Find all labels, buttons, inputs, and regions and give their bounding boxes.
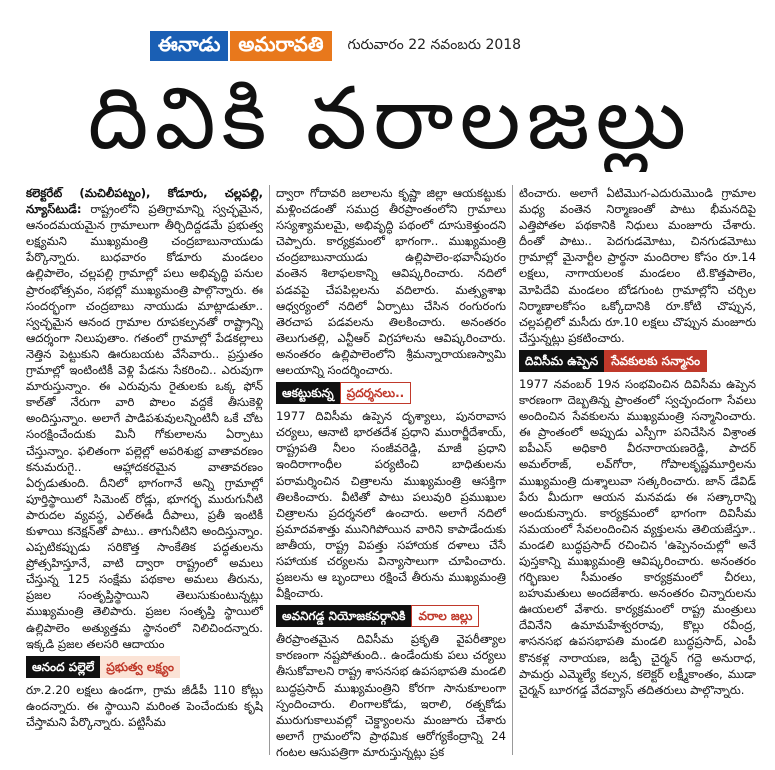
edition-name: అమరావతి [230,31,331,61]
subhead-part-a: ఆనంద పల్లెలే [26,656,100,678]
body-paragraph: 1977 నవంబర్ 19న సంభవించిన దివిసీమ ఉప్పెన కారణంగా దెబ్బతిన్న ప్రాంతంలో స్వచ్ఛందంగా సేవలు అందించిన సేవకులను ముఖ్యమంత్రి సన్మానించారు. ఈ ప్రాంతంలో అప్పుడు ఎస్పీగా పనిచేసిన విశ్రాంత ఐపీఎస్ అధికారి వీరనారాయణరెడ్డి, పాదర్ అమల్‌రాజ్, లవ్‌గోరా, గోపాలకృష్ణమూర్తిలను ముఖ్యమంత్రి దుశ్శాలువా సత్కరించారు. జాన్ డేవిడ్ పేరు మీదుగా ఆయన మనవడు ఈ సత్కారాన్ని అందుకున్నారు. కార్యక్రమంలో భాగంగా దివిసీమ సమయంలో సేవలందించిన వ్యక్తులను తెలియజేస్తూ.. మండలి బుద్ధప్రసాద్ రచించిన 'ఉప్పెనంచుల్లో' అనే పుస్తకాన్ని ముఖ్యమంత్రి ఆవిష్కరించారు. అనంతరం గర్భిణుల సీమంతం కార్యక్రమంలో చీరలు, బహుమతులు అందజేశారు. అనంతరం చిన్నారులను ఊయలలో వేశారు. కార్యక్రమంలో రాష్ట్ర మంత్రులు దేవినేని ఉమామహేశ్వరరావు, కొల్లు రవీంద్ర, శాసనసభ ఉపసభాపతి మండలి బుద్ధప్రసాద్, ఎంపీ కొనకళ్ల నారాయణ, జడ్పీ చైర్మన్ గద్దె అనురాధ, పామర్రు ఎమ్మెల్యే కల్పన, కలెక్టర్ లక్ష్మీకాంతం, ముడా చైర్మన్ బూరగడ్డ వేదవ్యాస్ తదితరులు పాల్గొన్నారు. [519,376,756,697]
subhead-part-b: ప్రదర్శనలు.. [340,382,412,404]
dateline: గురువారం 22 నవంబరు 2018 [347,36,522,53]
body-paragraph: రూ.2.20 లక్షలు ఉండగా, గ్రామ జీడీపీ 110 కోట్లు ఉందన్నారు. ఈ స్థాయిని మరింత పెంచేందుకు కృషి చేస్తామని పేర్కొన్నారు. పట్టిసీమ [26,682,263,729]
subhead-avanigadda [276,605,506,627]
subhead-part-b: ప్రభుత్వ లక్ష్యం [100,656,180,678]
subhead-part-a: అవనిగడ్డ నియోజకవర్గానికి [276,605,411,627]
column-divider [269,185,270,755]
subhead-sevakulaku-sanmanam [519,350,756,372]
body-paragraph: 1977 దివిసీమ ఉప్పెన దృశ్యాలు, పునరావాస చర్యలు, ఆనాటి భారతదేశ ప్రధాని మురార్జీదేశాయ్, రాష్ట్రపతి నీలం సంజీవరెడ్డి, మాజీ ప్రధాని ఇందిరాగాంధీల పర్యటించి బాధితులను పరామర్శించిన చిత్రాలను ముఖ్యమంత్రి ఆసక్తిగా తిలకించారు. వీటితో పాటు పలువురి ప్రముఖుల చిత్రాలను ప్రదర్శనలో ఉంచారు. అలాగే నదిలో ప్రమాదవశాత్తు మునిగిపోయిన వారిని కాపాడేందుకు జాతీయ, రాష్ట్ర విపత్తు సహాయక దళాలు చేసే సహాయక చర్యలను విన్యాసాలుగా చూపించారు. ప్రజలను ఆ బృందాలు రక్షించే తీరును ముఖ్యమంత్రి వీక్షించారు. [276,409,506,601]
article-column-3 [519,185,756,698]
brand-logo: ఈనాడు [150,31,228,61]
body-paragraph: తీరప్రాంతమైన దివిసీమ ప్రకృతి వైపరీత్యాల కారణంగా నష్టపోతుంది.. ఉండేందుకు పలు చర్యలు తీసుకోవాలని రాష్ట్ర శాసనసభ ఉపసభాపతి మండలి బుద్ధప్రసాద్ ముఖ్యమంత్రిని కోరగా సానుకూలంగా స్పందించారు. లింగాలకోడు, ఇరాలి, రత్నకోడు మురుగుకాలువల్లో చెక్డ్యాంలను మంజూరు చేశారు అలాగే గ్రామంలోని ప్రాథమిక ఆరోగ్యకేంద్రాన్ని 24 గంటల ఆసుపత్రిగా మారుస్తున్నట్లు ప్రక [276,632,506,759]
subhead-part-a: ఆకట్టుకున్న [276,382,340,404]
body-paragraph: టించారు. అలాగే ఏటిమొగ-ఎదురుమొండి గ్రామాల మధ్య వంతెన నిర్మాణంతో పాటు భీమనదిపై ఎత్తిపోతల పథకానికి నిధులు మంజూరు చేశారు. దీంతో పాటు.. పెదగుడమోటు, చినగుడమోటు గ్రామాల్లో మైనార్టీల ప్రార్థనా మందిరాల కోసం రూ.14 లక్షలు, నాగాయలంక మండలం టి.కొత్తపాలెం, మోపిదేవి మండలం బోడగుంట గ్రామాల్లోని చర్చిల నిర్మాణాలకోసం ఒక్కోదానికి రూ.కోటి చొప్పున, చల్లపల్లిలో మసీదు రూ.10 లక్షలు చొప్పున మంజూరు చేస్తున్నట్లు ప్రకటించారు. [519,186,756,345]
subhead-part-b: వరాల జల్లు [411,605,479,627]
masthead [150,28,625,64]
subhead-ananda-pallele [26,656,263,678]
dateline-lead: కలెక్టరేట్ (మచిలీపట్నం), కోడూరు, చల్లపల్లి, న్యూస్‌టుడే: [26,186,263,217]
body-text: రాష్ట్రంలోని ప్రతిగ్రామాన్ని స్వచ్ఛమైన, ఆనందమయమైన గ్రామాలుగా తీర్చిదిద్దడమే ప్రభుత్వ లక్ష్యమని ముఖ్యమంత్రి చంద్రబాబునాయుడు పేర్కొన్నారు. బుధవారం కోడూరు మండలం ఉల్లిపాలెం, చల్లపల్లి గ్రామాల్లో పలు అభివృద్ధి పనుల ప్రారంభోత్సవం, సభల్లో ముఖ్యమంత్రి పాల్గొన్నారు. ఈ సందర్భంగా చంద్రబాబు నాయుడు మాట్లాడుతూ.. స్వచ్ఛమైన ఆనంద గ్రామాల రూపకల్పనతో రాష్ట్రాన్ని ఆదర్శంగా నిలుపుతాం. గతంలో గ్రామాల్లో పేడకల్లాలు నెత్తిన పెట్టుకుని ఊరుబయట వేసేవారు.. ప్రస్తుతం గ్రామాల్లో ఇంటింటికీ వెళ్లి పేడను సేకరించి.. ఎరువుగా మారుస్తున్నాం. ఈ ఎరువును రైతులకు ఒక్క ఫోన్ కాల్‌తో నేరుగా వారి పొలం వద్దకే తీసుకెళ్లి అందిస్తున్నాం. అలాగే పాడిపశువులన్నింటినీ ఒకే చోట సంరక్షించేందుకు మినీ గోకులాలను ఏర్పాటు చేస్తున్నాం. ఫలితంగా పల్లెల్లో అపరిశుభ్ర వాతావరణం కనుమరుగై.. ఆహ్లాదకరమైన వాతావరణం ఏర్పడుతుంది. దీనిలో భాగంగానే అన్ని గ్రామాల్లో పూర్తిస్థాయిలో సిమెంట్ రోడ్లు, భూగర్భ మురుగునీటి పారుదల వ్యవస్థ, ఎల్ఈడీ దీపాలు, ప్రతీ ఇంటికీ కుళాయి కనెక్షన్‌తో పాటు.. తాగునీటిని అందిస్తున్నాం. ఎప్పటికప్పుడు సరికొత్త సాంకేతిక పద్ధతులను ప్రోత్సహిస్తూనే, వాటి ద్వారా రాష్ట్రంలో అమలు చేస్తున్న 125 సంక్షేమ పథకాల అమలు తీరును, ప్రజల సంతృప్తిస్థాయిని తెలుసుకుంటున్నట్లు ముఖ్యమంత్రి తెలిపారు. ప్రజల సంతృప్తి స్థాయిలో ఉల్లిపాలెం అత్యుత్తమ స్థానంలో నిలిచిందన్నారు. ఇక్కడి ప్రజల తలసరి ఆదాయం [26,202,263,651]
subhead-part-a: దివిసీమ ఉప్పెన [519,350,604,372]
article-column-2 [276,185,506,760]
lead-paragraph [26,185,263,652]
body-paragraph: ద్వారా గోదావరి జలాలను కృష్ణా జిల్లా ఆయకట్టుకు మళ్లించడంతో సముద్ర తీరప్రాంతంలోని గ్రామాలు సస్యశ్యామలమై, అభివృద్ధి పథంలో దూసుకెళ్తుందని చెప్పారు. కార్యక్రమంలో భాగంగా.. ముఖ్యమంత్రి చంద్రబాబునాయుడు ఉల్లిపాలెం-భవానీపురం వంతెన శిలాఫలకాన్ని ఆవిష్కరించారు. నదిలో పడవపై చేపపిల్లలను వదిలారు. మత్స్యశాఖ ఆధ్వర్యంలో నదిలో ఏర్పాటు చేసిన రంగురంగు తెరచాప పడవలను తిలకించారు. అనంతరం తెలుగుతల్లి, ఎన్టీఆర్ విగ్రహాలను ఆవిష్కరించారు. అనంతరం ఉల్లిపాలెంలోని శ్రీమన్నారాయణస్వామి ఆలయాన్ని సందర్శించారు. [276,186,506,378]
subhead-part-b: సేవకులకు సన్మానం [604,350,707,372]
subhead-pradarshanalu [276,382,506,404]
column-divider [512,185,513,755]
headline: దివికి వరాలజల్లు [87,69,693,169]
article-column-1 [26,185,263,730]
